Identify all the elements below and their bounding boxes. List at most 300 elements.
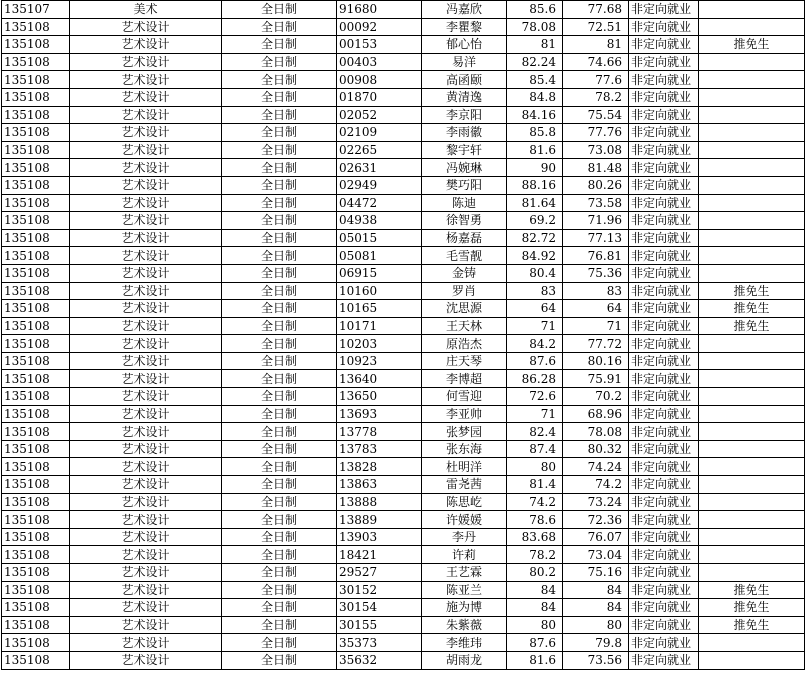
cell-remark <box>699 423 805 441</box>
cell-remark <box>699 159 805 177</box>
cell-study-mode: 全日制 <box>222 106 337 124</box>
cell-major-code: 135108 <box>2 581 70 599</box>
cell-employment-type: 非定向就业 <box>629 528 699 546</box>
cell-total-score: 71 <box>563 317 629 335</box>
cell-retest-score: 87.4 <box>507 440 563 458</box>
table-row <box>2 335 805 353</box>
cell-study-mode: 全日制 <box>222 423 337 441</box>
cell-remark <box>699 229 805 247</box>
table-row <box>2 440 805 458</box>
cell-total-score: 64 <box>563 300 629 318</box>
cell-employment-type: 非定向就业 <box>629 599 699 617</box>
cell-major-code: 135108 <box>2 511 70 529</box>
table-row <box>2 511 805 529</box>
cell-major-code: 135108 <box>2 352 70 370</box>
cell-total-score: 75.36 <box>563 264 629 282</box>
cell-major-name: 艺术设计 <box>70 282 222 300</box>
table-row <box>2 581 805 599</box>
cell-remark: 推免生 <box>699 616 805 634</box>
cell-retest-score: 78.08 <box>507 18 563 36</box>
cell-remark <box>699 194 805 212</box>
cell-student-name: 冯婉琳 <box>422 159 507 177</box>
cell-major-name: 艺术设计 <box>70 476 222 494</box>
cell-employment-type: 非定向就业 <box>629 229 699 247</box>
cell-major-name: 艺术设计 <box>70 440 222 458</box>
cell-exam-id: 05015 <box>337 229 422 247</box>
cell-exam-id: 10165 <box>337 300 422 318</box>
cell-major-code: 135108 <box>2 124 70 142</box>
cell-total-score: 73.08 <box>563 141 629 159</box>
table-row <box>2 476 805 494</box>
cell-major-name: 艺术设计 <box>70 616 222 634</box>
cell-major-name: 艺术设计 <box>70 36 222 54</box>
cell-retest-score: 71 <box>507 405 563 423</box>
cell-remark <box>699 511 805 529</box>
cell-retest-score: 71 <box>507 317 563 335</box>
cell-major-code: 135108 <box>2 141 70 159</box>
cell-major-code: 135108 <box>2 388 70 406</box>
cell-remark <box>699 264 805 282</box>
cell-major-code: 135108 <box>2 194 70 212</box>
cell-student-name: 陈思屹 <box>422 493 507 511</box>
cell-retest-score: 81.64 <box>507 194 563 212</box>
cell-major-code: 135108 <box>2 106 70 124</box>
cell-major-name: 艺术设计 <box>70 18 222 36</box>
cell-remark <box>699 106 805 124</box>
cell-remark <box>699 546 805 564</box>
table-row <box>2 405 805 423</box>
table-row <box>2 124 805 142</box>
cell-employment-type: 非定向就业 <box>629 634 699 652</box>
cell-retest-score: 85.4 <box>507 71 563 89</box>
cell-major-name: 艺术设计 <box>70 564 222 582</box>
cell-employment-type: 非定向就业 <box>629 282 699 300</box>
cell-total-score: 80 <box>563 616 629 634</box>
cell-exam-id: 30152 <box>337 581 422 599</box>
cell-major-code: 135108 <box>2 634 70 652</box>
cell-total-score: 77.68 <box>563 1 629 19</box>
cell-study-mode: 全日制 <box>222 458 337 476</box>
cell-remark <box>699 476 805 494</box>
cell-major-name: 艺术设计 <box>70 300 222 318</box>
cell-employment-type: 非定向就业 <box>629 458 699 476</box>
table-row <box>2 194 805 212</box>
cell-study-mode: 全日制 <box>222 124 337 142</box>
cell-retest-score: 88.16 <box>507 176 563 194</box>
cell-total-score: 73.04 <box>563 546 629 564</box>
cell-major-code: 135108 <box>2 458 70 476</box>
table-row <box>2 317 805 335</box>
cell-exam-id: 10923 <box>337 352 422 370</box>
cell-major-code: 135108 <box>2 212 70 230</box>
cell-remark <box>699 388 805 406</box>
cell-student-name: 杜明洋 <box>422 458 507 476</box>
cell-total-score: 79.8 <box>563 634 629 652</box>
cell-student-name: 原浩杰 <box>422 335 507 353</box>
cell-study-mode: 全日制 <box>222 493 337 511</box>
cell-student-name: 黎宇轩 <box>422 141 507 159</box>
cell-retest-score: 80 <box>507 458 563 476</box>
cell-major-code: 135108 <box>2 264 70 282</box>
cell-total-score: 80.32 <box>563 440 629 458</box>
cell-retest-score: 82.24 <box>507 53 563 71</box>
cell-student-name: 郁心怡 <box>422 36 507 54</box>
cell-employment-type: 非定向就业 <box>629 423 699 441</box>
table-row <box>2 546 805 564</box>
cell-student-name: 沈思源 <box>422 300 507 318</box>
cell-exam-id: 13828 <box>337 458 422 476</box>
cell-retest-score: 78.6 <box>507 511 563 529</box>
cell-exam-id: 00153 <box>337 36 422 54</box>
cell-major-code: 135108 <box>2 599 70 617</box>
cell-student-name: 易洋 <box>422 53 507 71</box>
cell-total-score: 76.07 <box>563 528 629 546</box>
cell-study-mode: 全日制 <box>222 264 337 282</box>
cell-study-mode: 全日制 <box>222 651 337 669</box>
cell-study-mode: 全日制 <box>222 282 337 300</box>
table-row <box>2 458 805 476</box>
cell-total-score: 80.26 <box>563 176 629 194</box>
table-row <box>2 300 805 318</box>
cell-remark <box>699 88 805 106</box>
cell-employment-type: 非定向就业 <box>629 511 699 529</box>
cell-major-name: 艺术设计 <box>70 53 222 71</box>
cell-major-name: 艺术设计 <box>70 176 222 194</box>
cell-exam-id: 91680 <box>337 1 422 19</box>
cell-employment-type: 非定向就业 <box>629 247 699 265</box>
cell-study-mode: 全日制 <box>222 440 337 458</box>
cell-remark <box>699 458 805 476</box>
table-row <box>2 229 805 247</box>
cell-remark <box>699 71 805 89</box>
cell-exam-id: 10171 <box>337 317 422 335</box>
cell-major-name: 艺术设计 <box>70 317 222 335</box>
cell-remark <box>699 370 805 388</box>
cell-total-score: 73.58 <box>563 194 629 212</box>
cell-major-code: 135108 <box>2 282 70 300</box>
cell-major-name: 艺术设计 <box>70 493 222 511</box>
table-row <box>2 159 805 177</box>
cell-employment-type: 非定向就业 <box>629 564 699 582</box>
cell-study-mode: 全日制 <box>222 18 337 36</box>
cell-remark: 推免生 <box>699 581 805 599</box>
cell-employment-type: 非定向就业 <box>629 476 699 494</box>
cell-student-name: 李亚帅 <box>422 405 507 423</box>
table-row <box>2 88 805 106</box>
cell-major-code: 135108 <box>2 53 70 71</box>
cell-study-mode: 全日制 <box>222 634 337 652</box>
cell-student-name: 施为博 <box>422 599 507 617</box>
cell-study-mode: 全日制 <box>222 71 337 89</box>
table-row <box>2 1 805 19</box>
cell-remark <box>699 1 805 19</box>
cell-student-name: 胡雨龙 <box>422 651 507 669</box>
cell-exam-id: 29527 <box>337 564 422 582</box>
cell-exam-id: 13640 <box>337 370 422 388</box>
cell-exam-id: 00908 <box>337 71 422 89</box>
cell-retest-score: 78.2 <box>507 546 563 564</box>
cell-major-code: 135108 <box>2 564 70 582</box>
cell-student-name: 许莉 <box>422 546 507 564</box>
cell-study-mode: 全日制 <box>222 212 337 230</box>
cell-major-name: 艺术设计 <box>70 581 222 599</box>
cell-student-name: 何雪迎 <box>422 388 507 406</box>
cell-employment-type: 非定向就业 <box>629 71 699 89</box>
cell-major-name: 艺术设计 <box>70 71 222 89</box>
cell-study-mode: 全日制 <box>222 247 337 265</box>
cell-exam-id: 10203 <box>337 335 422 353</box>
cell-major-name: 艺术设计 <box>70 141 222 159</box>
cell-major-code: 135108 <box>2 229 70 247</box>
cell-major-name: 艺术设计 <box>70 352 222 370</box>
cell-total-score: 74.2 <box>563 476 629 494</box>
cell-employment-type: 非定向就业 <box>629 106 699 124</box>
cell-student-name: 王天林 <box>422 317 507 335</box>
cell-major-name: 艺术设计 <box>70 159 222 177</box>
cell-total-score: 77.6 <box>563 71 629 89</box>
cell-retest-score: 82.4 <box>507 423 563 441</box>
cell-major-name: 艺术设计 <box>70 423 222 441</box>
cell-major-code: 135108 <box>2 18 70 36</box>
cell-employment-type: 非定向就业 <box>629 88 699 106</box>
cell-total-score: 84 <box>563 581 629 599</box>
cell-study-mode: 全日制 <box>222 528 337 546</box>
cell-student-name: 朱紫薇 <box>422 616 507 634</box>
cell-student-name: 罗肖 <box>422 282 507 300</box>
table-row <box>2 599 805 617</box>
cell-remark <box>699 634 805 652</box>
table-row <box>2 176 805 194</box>
cell-total-score: 81.48 <box>563 159 629 177</box>
cell-study-mode: 全日制 <box>222 476 337 494</box>
cell-total-score: 77.13 <box>563 229 629 247</box>
cell-major-code: 135108 <box>2 423 70 441</box>
cell-employment-type: 非定向就业 <box>629 141 699 159</box>
cell-remark <box>699 405 805 423</box>
cell-exam-id: 35373 <box>337 634 422 652</box>
cell-remark <box>699 141 805 159</box>
cell-major-name: 艺术设计 <box>70 264 222 282</box>
cell-retest-score: 81.4 <box>507 476 563 494</box>
cell-major-name: 艺术设计 <box>70 546 222 564</box>
cell-exam-id: 06915 <box>337 264 422 282</box>
cell-employment-type: 非定向就业 <box>629 159 699 177</box>
cell-major-code: 135108 <box>2 317 70 335</box>
cell-retest-score: 80 <box>507 616 563 634</box>
cell-student-name: 张东海 <box>422 440 507 458</box>
cell-total-score: 83 <box>563 282 629 300</box>
cell-remark <box>699 176 805 194</box>
cell-major-code: 135108 <box>2 546 70 564</box>
cell-remark <box>699 53 805 71</box>
cell-study-mode: 全日制 <box>222 405 337 423</box>
cell-total-score: 78.08 <box>563 423 629 441</box>
cell-student-name: 樊巧阳 <box>422 176 507 194</box>
cell-major-code: 135108 <box>2 335 70 353</box>
cell-student-name: 庄天琴 <box>422 352 507 370</box>
cell-study-mode: 全日制 <box>222 352 337 370</box>
cell-total-score: 74.24 <box>563 458 629 476</box>
cell-remark <box>699 18 805 36</box>
cell-remark <box>699 528 805 546</box>
cell-study-mode: 全日制 <box>222 616 337 634</box>
cell-student-name: 李维玮 <box>422 634 507 652</box>
cell-exam-id: 30154 <box>337 599 422 617</box>
cell-major-code: 135108 <box>2 247 70 265</box>
cell-study-mode: 全日制 <box>222 229 337 247</box>
cell-major-name: 艺术设计 <box>70 212 222 230</box>
cell-study-mode: 全日制 <box>222 317 337 335</box>
cell-exam-id: 13783 <box>337 440 422 458</box>
cell-exam-id: 13888 <box>337 493 422 511</box>
cell-major-name: 艺术设计 <box>70 634 222 652</box>
cell-study-mode: 全日制 <box>222 564 337 582</box>
cell-exam-id: 01870 <box>337 88 422 106</box>
cell-employment-type: 非定向就业 <box>629 212 699 230</box>
cell-retest-score: 80.2 <box>507 564 563 582</box>
table-row <box>2 423 805 441</box>
cell-student-name: 张梦园 <box>422 423 507 441</box>
table-row <box>2 18 805 36</box>
cell-exam-id: 05081 <box>337 247 422 265</box>
cell-student-name: 王艺霖 <box>422 564 507 582</box>
cell-employment-type: 非定向就业 <box>629 370 699 388</box>
cell-study-mode: 全日制 <box>222 159 337 177</box>
cell-total-score: 74.66 <box>563 53 629 71</box>
cell-major-code: 135108 <box>2 405 70 423</box>
cell-total-score: 68.96 <box>563 405 629 423</box>
cell-exam-id: 02265 <box>337 141 422 159</box>
cell-study-mode: 全日制 <box>222 370 337 388</box>
cell-study-mode: 全日制 <box>222 511 337 529</box>
table-row <box>2 634 805 652</box>
cell-retest-score: 81 <box>507 36 563 54</box>
cell-total-score: 70.2 <box>563 388 629 406</box>
cell-retest-score: 64 <box>507 300 563 318</box>
cell-major-name: 艺术设计 <box>70 651 222 669</box>
cell-exam-id: 13903 <box>337 528 422 546</box>
table-row <box>2 616 805 634</box>
cell-total-score: 73.56 <box>563 651 629 669</box>
cell-study-mode: 全日制 <box>222 599 337 617</box>
cell-exam-id: 13889 <box>337 511 422 529</box>
cell-study-mode: 全日制 <box>222 388 337 406</box>
table-body <box>2 1 805 670</box>
cell-employment-type: 非定向就业 <box>629 405 699 423</box>
cell-major-code: 135108 <box>2 159 70 177</box>
table-row <box>2 493 805 511</box>
cell-student-name: 陈亚兰 <box>422 581 507 599</box>
cell-retest-score: 84.2 <box>507 335 563 353</box>
cell-retest-score: 84.92 <box>507 247 563 265</box>
cell-total-score: 77.76 <box>563 124 629 142</box>
cell-study-mode: 全日制 <box>222 53 337 71</box>
cell-total-score: 84 <box>563 599 629 617</box>
table-row <box>2 71 805 89</box>
cell-retest-score: 82.72 <box>507 229 563 247</box>
cell-employment-type: 非定向就业 <box>629 335 699 353</box>
cell-remark: 推免生 <box>699 282 805 300</box>
cell-major-name: 艺术设计 <box>70 194 222 212</box>
cell-remark <box>699 335 805 353</box>
cell-employment-type: 非定向就业 <box>629 176 699 194</box>
cell-student-name: 李瞿黎 <box>422 18 507 36</box>
cell-total-score: 76.81 <box>563 247 629 265</box>
cell-remark <box>699 651 805 669</box>
cell-remark: 推免生 <box>699 317 805 335</box>
table-row <box>2 528 805 546</box>
table-row <box>2 370 805 388</box>
cell-employment-type: 非定向就业 <box>629 440 699 458</box>
cell-remark: 推免生 <box>699 599 805 617</box>
cell-employment-type: 非定向就业 <box>629 36 699 54</box>
cell-total-score: 81 <box>563 36 629 54</box>
cell-employment-type: 非定向就业 <box>629 124 699 142</box>
cell-employment-type: 非定向就业 <box>629 581 699 599</box>
cell-retest-score: 83.68 <box>507 528 563 546</box>
cell-major-code: 135108 <box>2 71 70 89</box>
cell-study-mode: 全日制 <box>222 88 337 106</box>
cell-major-name: 艺术设计 <box>70 528 222 546</box>
cell-total-score: 71.96 <box>563 212 629 230</box>
cell-total-score: 72.36 <box>563 511 629 529</box>
cell-retest-score: 86.28 <box>507 370 563 388</box>
cell-retest-score: 87.6 <box>507 634 563 652</box>
cell-employment-type: 非定向就业 <box>629 264 699 282</box>
cell-major-name: 艺术设计 <box>70 229 222 247</box>
cell-total-score: 73.24 <box>563 493 629 511</box>
cell-remark <box>699 440 805 458</box>
cell-study-mode: 全日制 <box>222 36 337 54</box>
cell-remark: 推免生 <box>699 36 805 54</box>
cell-retest-score: 84.16 <box>507 106 563 124</box>
cell-employment-type: 非定向就业 <box>629 53 699 71</box>
cell-total-score: 75.91 <box>563 370 629 388</box>
table-row <box>2 388 805 406</box>
table-row <box>2 247 805 265</box>
cell-study-mode: 全日制 <box>222 176 337 194</box>
cell-major-code: 135108 <box>2 36 70 54</box>
cell-total-score: 80.16 <box>563 352 629 370</box>
cell-major-code: 135107 <box>2 1 70 19</box>
cell-major-code: 135108 <box>2 300 70 318</box>
cell-retest-score: 81.6 <box>507 141 563 159</box>
cell-retest-score: 85.6 <box>507 1 563 19</box>
cell-retest-score: 84 <box>507 599 563 617</box>
cell-student-name: 陈迪 <box>422 194 507 212</box>
cell-retest-score: 74.2 <box>507 493 563 511</box>
cell-student-name: 冯嘉欣 <box>422 1 507 19</box>
cell-exam-id: 00403 <box>337 53 422 71</box>
cell-total-score: 75.16 <box>563 564 629 582</box>
cell-student-name: 黄清逸 <box>422 88 507 106</box>
cell-exam-id: 02052 <box>337 106 422 124</box>
table-row <box>2 212 805 230</box>
cell-student-name: 杨嘉磊 <box>422 229 507 247</box>
cell-total-score: 77.72 <box>563 335 629 353</box>
cell-major-name: 艺术设计 <box>70 335 222 353</box>
cell-retest-score: 87.6 <box>507 352 563 370</box>
cell-remark: 推免生 <box>699 300 805 318</box>
cell-exam-id: 00092 <box>337 18 422 36</box>
cell-student-name: 李雨徽 <box>422 124 507 142</box>
cell-employment-type: 非定向就业 <box>629 194 699 212</box>
cell-retest-score: 84 <box>507 581 563 599</box>
cell-retest-score: 90 <box>507 159 563 177</box>
cell-exam-id: 04938 <box>337 212 422 230</box>
cell-retest-score: 69.2 <box>507 212 563 230</box>
cell-student-name: 高函颐 <box>422 71 507 89</box>
